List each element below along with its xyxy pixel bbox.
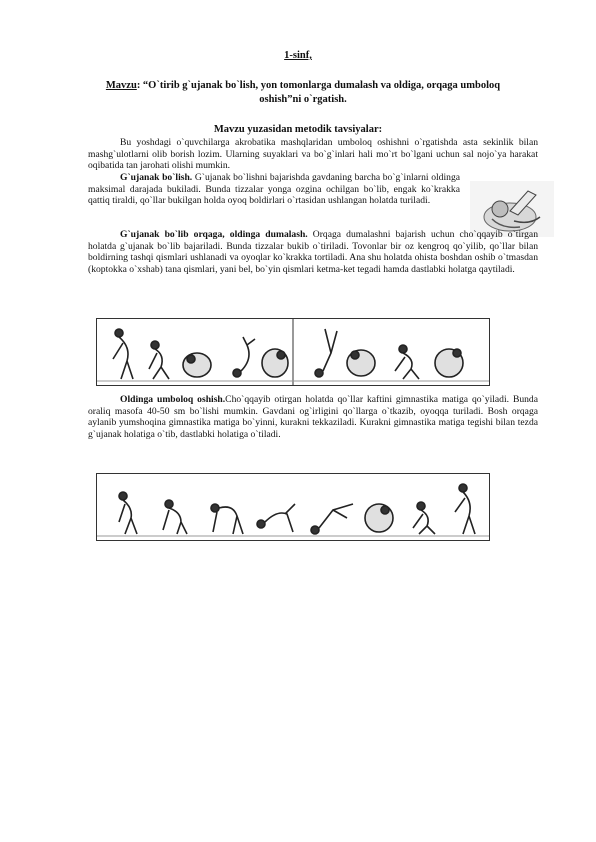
roll-back-text: Orqaga dumalashni bajarish uchun cho`qqayib o`tirgan holatda g`ujanak bo`lib bajariladi. Bunda tizzalar bukib o`tiriladi. Tovonlar bir oz kengroq qo`yilib, qo`llar bilan boldirning tashqi qismlari ushlanadi va oyoqlar ko`krakka tortiladi. Ana shu holatda ohista boshdan oshib o`tmasdan (koptokka o`xshab) tana qismlari, yani bel, bo`yin qismlari ketma-ket tegadi hamda dastlabki holatga qaytiladi.	[88, 229, 538, 275]
roll-back-title: G`ujanak bo`lib orqaga, oldinga dumalash.	[120, 229, 308, 240]
forward-roll-sequence-icon	[96, 473, 490, 541]
topic-text: : “O`tirib g`ujanak bo`lish, yon tomonlarga dumalash va oldiga, orqaga umboloq oshish”ni o`rgatish.	[136, 80, 501, 105]
tuck-title: G`ujanak bo`lish.	[120, 172, 193, 183]
back-roll-sequence-icon	[96, 318, 490, 386]
intro-block	[88, 137, 538, 172]
topic-heading	[96, 79, 510, 106]
grade-heading: 1-sinf,	[284, 50, 312, 61]
section-title: Mavzu yuzasidan metodik tavsiyalar:	[213, 124, 383, 135]
tuck-text: G`ujanak bo`lishni bajarishda gavdaning barcha bo`g`inlarni oldinga maksimal darajada bukiladi. Bunda tizzalar yonga ozgina ochilgan bo`lib, engak ko`krakka qattiq tiraldi, qo`llar bukilgan holda oyoq boldirlari o`rtasidan ushlangan holatda turiladi.	[88, 172, 460, 207]
topic-label: Mavzu	[105, 80, 137, 91]
forward-title: Oldinga umboloq oshish.	[120, 394, 226, 405]
forward-text: Cho`qqayib otirgan holatda qo`llar kaftini gimnastika matiga qo`yiladi. Bunda oraliq masofa 40-50 sm bo`lishi mumkin. Gavdani og`irligini qo`llarga o`tkazib, oyoqqa turiladi. Bosh orqaga aylanib yumshoqina gimnastika matiga bo`yinni, kurakni tekkaziladi. Kurakni gimnastika matiga tegishi bilan tezda g`ujanak holatiga o`tib, dastlabki holatiga o`tiladi.	[88, 394, 538, 440]
tuck-block	[88, 172, 460, 207]
forward-paragraph	[88, 394, 538, 440]
roll-back-paragraph	[88, 229, 538, 275]
tuck-paragraph	[88, 172, 460, 207]
roll-back-block	[88, 229, 538, 275]
intro-paragraph: Bu yoshdagi o`quvchilarga akrobatika mashqlaridan umboloq oshishni o`rgatishda asta sekinlik bilan mashg`ulotlarni olib borish lozim. Ularning suyaklari va bo`g`inlari hali mo`rt bo`lgani uchun sal nojo`ya harakat oqibatida tan jarohati olishi mumkin.	[88, 137, 538, 172]
forward-block	[88, 394, 538, 440]
